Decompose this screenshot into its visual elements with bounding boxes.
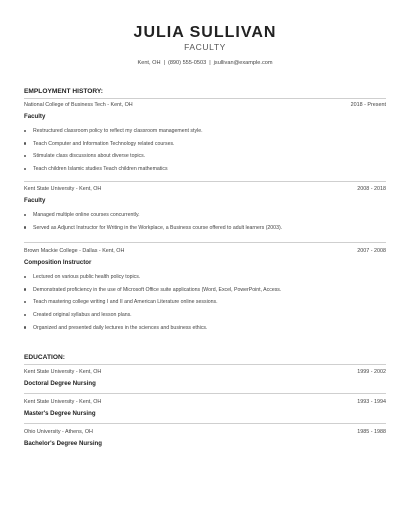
job-dates: 2008 - 2018 xyxy=(357,186,386,192)
job-role: Faculty xyxy=(24,113,46,120)
section-divider xyxy=(24,98,386,99)
education-degree: Bachelor's Degree Nursing xyxy=(24,440,102,447)
bullet-text: Lectured on various public health policy topics. xyxy=(33,274,141,280)
bullet-icon xyxy=(24,155,26,157)
entry-divider xyxy=(24,423,386,424)
bullet-icon xyxy=(24,326,26,328)
bullet-icon xyxy=(24,168,26,170)
list-item xyxy=(24,312,386,325)
job-org-line xyxy=(24,186,386,195)
bullet-text: Managed multiple online courses concurrently. xyxy=(33,212,140,218)
education-heading: EDUCATION: xyxy=(24,354,65,361)
job-org-line xyxy=(24,248,386,257)
list-item xyxy=(24,128,386,141)
list-item xyxy=(24,153,386,166)
job-entry xyxy=(24,102,386,179)
education-institution: Kent State University - Kent, OH xyxy=(24,369,102,375)
job-dates: 2007 - 2008 xyxy=(357,248,386,254)
job-role: Composition Instructor xyxy=(24,259,92,266)
list-item xyxy=(24,141,386,154)
entry-divider xyxy=(24,242,386,243)
job-entry xyxy=(24,186,386,237)
education-org-line xyxy=(24,369,386,378)
contact-separator: | xyxy=(209,60,211,66)
section-divider xyxy=(24,364,386,365)
entry-divider xyxy=(24,393,386,394)
job-bullets xyxy=(24,274,386,337)
bullet-icon xyxy=(24,142,26,144)
bullet-icon xyxy=(24,288,26,290)
education-degree: Master's Degree Nursing xyxy=(24,410,96,417)
bullet-text: Created original syllabus and lesson plans. xyxy=(33,312,132,319)
education-dates: 1985 - 1988 xyxy=(357,429,386,435)
job-organization: Kent State University - Kent, OH xyxy=(24,186,102,192)
contact-line xyxy=(0,60,410,66)
education-institution: Ohio University - Athens, OH xyxy=(24,429,93,435)
education-org-line xyxy=(24,429,386,438)
education-degree: Doctoral Degree Nursing xyxy=(24,380,96,387)
list-item xyxy=(24,299,386,312)
job-org-line xyxy=(24,102,386,111)
list-item xyxy=(24,287,386,300)
bullet-text: Served as Adjunct Instructor for Writing in the Workplace, a Business course offered to adult learners (2003). xyxy=(33,224,283,231)
education-dates: 1999 - 2002 xyxy=(357,369,386,375)
education-entry xyxy=(24,429,386,451)
employment-heading: EMPLOYMENT HISTORY: xyxy=(24,88,104,95)
list-item xyxy=(24,325,386,338)
bullet-text: Organized and presented daily lectures in the sciences and business ethics. xyxy=(33,324,208,331)
bullet-text: Teach mastering college writing I and II and American Literature online sessions. xyxy=(33,299,218,306)
contact-email: jsullivan@example.com xyxy=(213,60,273,66)
bullet-text: Demonstrated proficiency in the use of Microsoft Office suite applications (Word, Excel, PowerPoint, Access. xyxy=(33,286,282,293)
job-entry xyxy=(24,248,386,337)
candidate-title: FACULTY xyxy=(184,42,226,52)
bullet-icon xyxy=(24,276,26,278)
education-dates: 1993 - 1994 xyxy=(357,399,386,405)
job-organization: Brown Mackie College - Dallas - Kent, OH xyxy=(24,248,125,254)
bullet-icon xyxy=(24,314,26,316)
bullet-text: Teach Computer and Information Technology related courses. xyxy=(33,140,175,147)
bullet-icon xyxy=(24,226,26,228)
list-item xyxy=(24,212,386,225)
candidate-name: JULIA SULLIVAN xyxy=(133,24,277,41)
job-bullets xyxy=(24,212,386,237)
bullet-icon xyxy=(24,214,26,216)
education-institution: Kent State University - Kent, OH xyxy=(24,399,102,405)
education-entry xyxy=(24,399,386,421)
job-organization: National College of Business Tech - Kent, OH xyxy=(24,102,133,108)
contact-phone: (890) 555-0503 xyxy=(167,60,207,66)
list-item xyxy=(24,166,386,179)
education-entry xyxy=(24,369,386,391)
contact-location: Kent, OH xyxy=(137,60,161,66)
education-org-line xyxy=(24,399,386,408)
entry-divider xyxy=(24,181,386,182)
bullet-text: Restructured classroom policy to reflect my classroom management style. xyxy=(33,128,203,134)
job-bullets xyxy=(24,128,386,179)
bullet-text: Stimulate class discussions about diverse topics. xyxy=(33,153,146,160)
contact-separator: | xyxy=(163,60,165,66)
job-dates: 2018 - Present xyxy=(350,102,386,108)
bullet-text: Teach children Islamic studies Teach children mathematics xyxy=(33,166,168,173)
bullet-icon xyxy=(24,301,26,303)
job-role: Faculty xyxy=(24,197,46,204)
bullet-icon xyxy=(24,130,26,132)
list-item xyxy=(24,225,386,238)
list-item xyxy=(24,274,386,287)
